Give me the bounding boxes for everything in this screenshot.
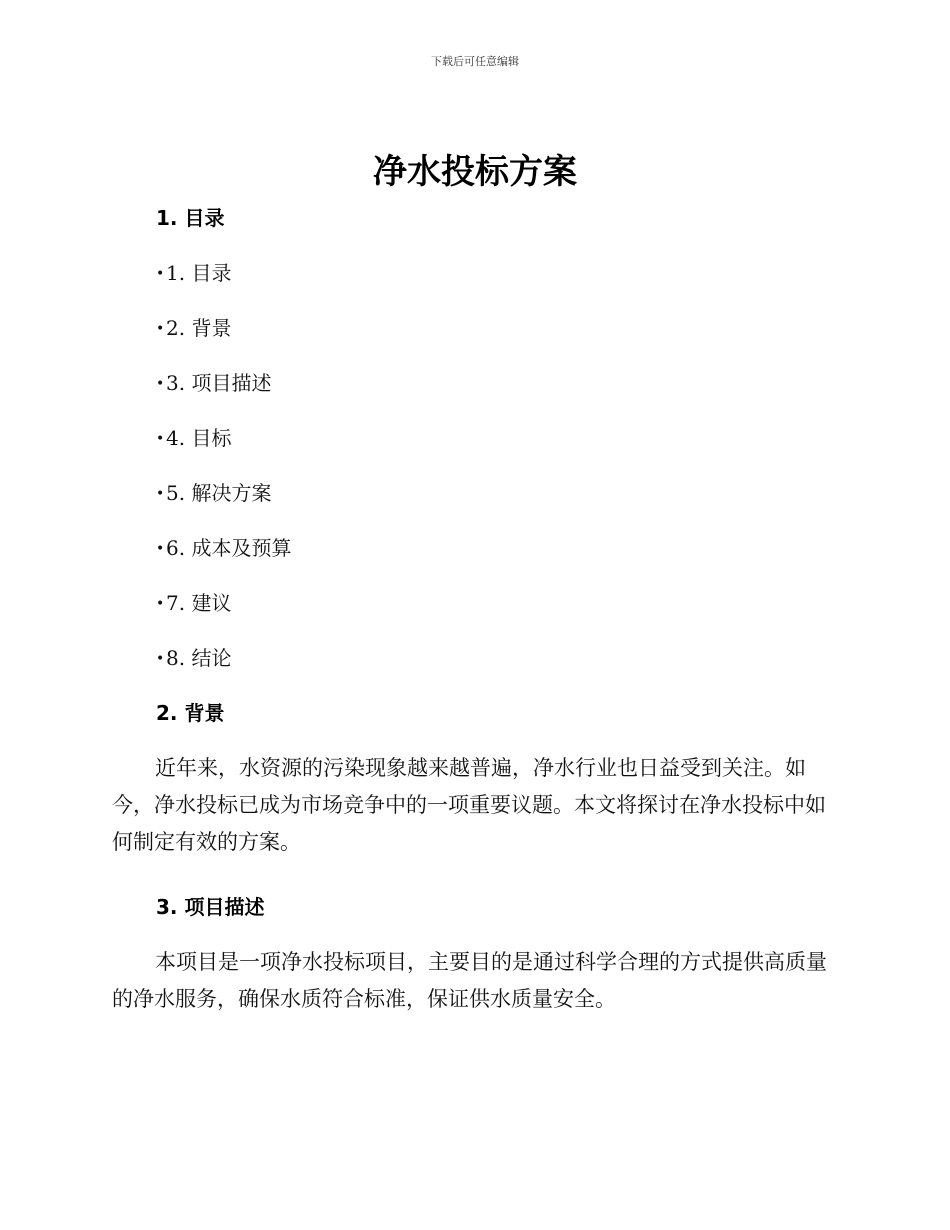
toc-item xyxy=(156,424,231,453)
bullet-icon: • xyxy=(156,541,165,557)
bullet-icon: • xyxy=(156,596,165,612)
background-paragraph: 近年来，水资源的污染现象越来越普遍，净水行业也日益受到关注。如今，净水投标已成为市场竞争中的一项重要议题。本文将探讨在净水投标中如何制定有效的方案。 xyxy=(112,756,826,854)
project-description-paragraph: 本项目是一项净水投标项目，主要目的是通过科学合理的方式提供高质量的净水服务，确保水质符合标准，保证供水质量安全。 xyxy=(112,950,827,1011)
toc-item xyxy=(156,259,231,288)
toc-item-label: 6. 成本及预算 xyxy=(166,536,292,560)
toc-item-label: 4. 目标 xyxy=(166,426,232,450)
bullet-icon: • xyxy=(156,486,165,502)
page-header: 下载后可任意编辑 xyxy=(431,55,519,68)
toc-item xyxy=(156,534,291,563)
bullet-icon: • xyxy=(156,266,165,282)
toc-item-label: 7. 建议 xyxy=(166,591,232,615)
toc-item-label: 3. 项目描述 xyxy=(166,371,272,395)
toc-item xyxy=(156,644,231,673)
bullet-icon: • xyxy=(156,651,165,667)
toc-item xyxy=(156,479,271,508)
bullet-icon: • xyxy=(156,376,165,392)
bullet-icon: • xyxy=(156,431,165,447)
section-heading-background: 2. 背景 xyxy=(156,701,225,725)
document-title: 净水投标方案 xyxy=(373,152,577,192)
toc-item-label: 5. 解决方案 xyxy=(166,481,272,505)
toc-item xyxy=(156,314,231,343)
section-heading-toc: 1. 目录 xyxy=(156,206,225,230)
toc-item xyxy=(156,369,271,398)
toc-item xyxy=(156,589,231,618)
bullet-icon: • xyxy=(156,321,165,337)
toc-item-label: 8. 结论 xyxy=(166,646,232,670)
toc-item-label: 1. 目录 xyxy=(166,261,232,285)
toc-item-label: 2. 背景 xyxy=(166,316,232,340)
section-heading-project-description: 3. 项目描述 xyxy=(156,895,265,919)
